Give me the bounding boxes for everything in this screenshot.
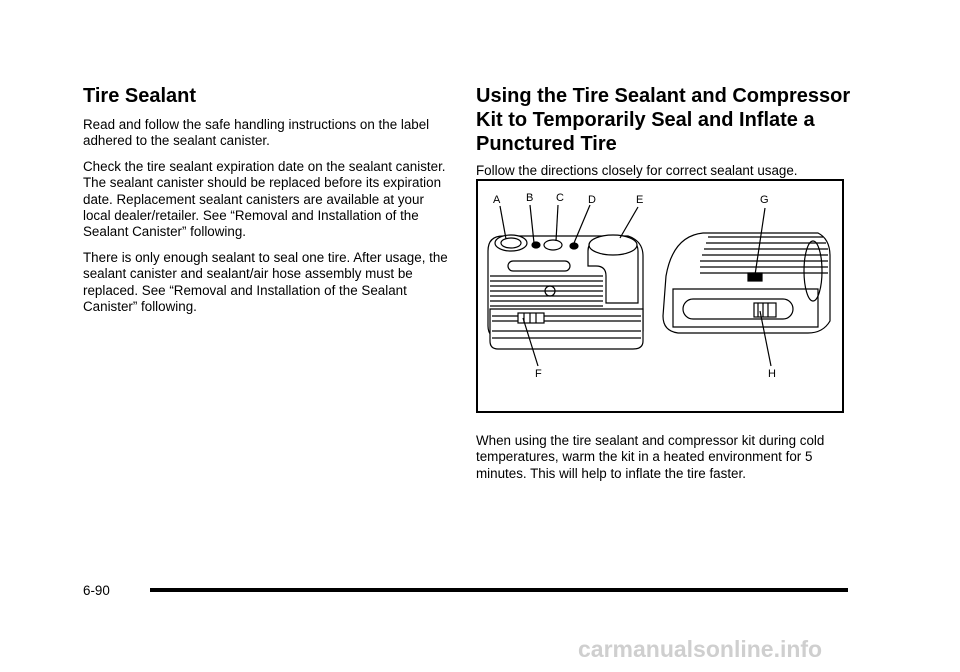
paragraph: Check the tire sealant expiration date on the sealant canister. The sealant canister should be replaced before its expiration date. Replacement sealant canisters are available at your local dealer/retailer. See “Removal and Installation of the Sealant Canister” following. — [83, 158, 446, 240]
right-column — [476, 84, 856, 188]
figure-label-d: D — [588, 194, 596, 206]
figure-label-a: A — [493, 194, 501, 206]
after-figure-text — [476, 433, 846, 491]
compressor-kit-drawing — [478, 181, 842, 411]
watermark: carmanualsonline.info — [578, 636, 823, 662]
intro-paragraph: Follow the directions closely for correct sealant usage. — [476, 163, 798, 178]
footer-rule — [150, 588, 848, 592]
section-heading-using-sealant: Using the Tire Sealant and Compressor Kit to Temporarily Seal and Inflate a Punctured Tire — [476, 85, 851, 155]
paragraph: When using the tire sealant and compressor kit during cold temperatures, warm the kit in a heated environment for 5 minutes. This will help to inflate the tire faster. — [476, 433, 825, 481]
section-heading-tire-sealant: Tire Sealant — [83, 85, 197, 107]
paragraph: There is only enough sealant to seal one tire. After usage, the sealant canister and sealant/air hose assembly must be replaced. See “Removal and Installation of the Sealant Canister” following. — [83, 249, 448, 315]
paragraph: Read and follow the safe handling instructions on the label adhered to the sealant canister. — [83, 117, 430, 149]
figure-label-c: C — [556, 192, 564, 204]
figure-label-b: B — [526, 192, 534, 204]
left-column — [83, 84, 453, 324]
figure-label-h: H — [768, 368, 776, 380]
compressor-kit-illustration — [476, 179, 844, 413]
figure-label-e: E — [636, 194, 644, 206]
page-number: 6-90 — [83, 583, 110, 598]
figure-label-f: F — [535, 368, 542, 380]
figure-label-g: G — [760, 194, 769, 206]
